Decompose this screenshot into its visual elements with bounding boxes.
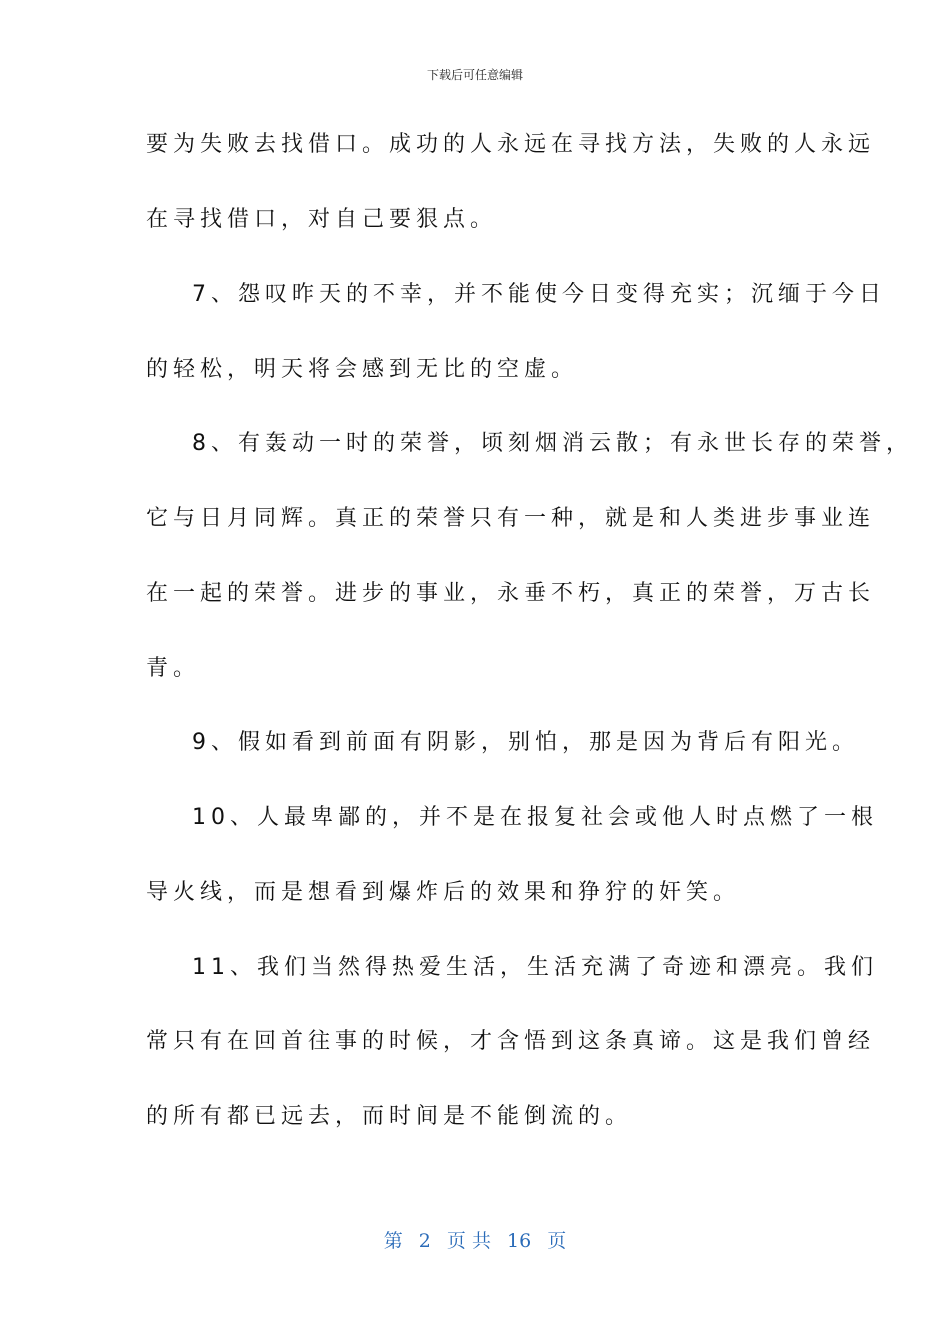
page-footer [0, 1226, 950, 1253]
footer-middle: 页 共 [446, 1230, 491, 1252]
paragraph-line: 导火线，而是想看到爆炸后的效果和狰狞的奸笑。 [146, 880, 741, 905]
paragraph-line: 8、有轰动一时的荣誉，顷刻烟消云散；有永世长存的荣誉， [192, 431, 913, 456]
paragraph-line: 7、怨叹昨天的不幸，并不能使今日变得充实；沉缅于今日 [192, 282, 886, 307]
paragraph-line: 常只有在回首往事的时候，才含悟到这条真谛。这是我们曾经 [146, 1029, 876, 1054]
paragraph-line: 青。 [146, 656, 201, 681]
footer-page-number: 2 [418, 1230, 431, 1252]
paragraph-line: 10、人最卑鄙的，并不是在报复社会或他人时点燃了一根 [192, 805, 878, 830]
footer-total-pages: 16 [507, 1230, 532, 1252]
paragraph-line: 它与日月同辉。真正的荣誉只有一种，就是和人类进步事业连 [146, 506, 876, 531]
paragraph-line: 9、假如看到前面有阴影，别怕，那是因为背后有阳光。 [192, 730, 859, 755]
footer-prefix: 第 [383, 1230, 403, 1252]
paragraph-line: 在一起的荣誉。进步的事业，永垂不朽，真正的荣誉，万古长 [146, 581, 876, 606]
footer-suffix: 页 [547, 1230, 567, 1252]
paragraph-line: 的轻松，明天将会感到无比的空虚。 [146, 357, 579, 382]
paragraph-line: 在寻找借口，对自己要狠点。 [146, 207, 498, 232]
paragraph-line: 要为失败去找借口。成功的人永远在寻找方法，失败的人永远 [146, 132, 876, 157]
paragraph-line: 的所有都已远去，而时间是不能倒流的。 [146, 1104, 633, 1129]
header-note: 下载后可任意编辑 [426, 68, 523, 82]
paragraph-line: 11、我们当然得热爱生活，生活充满了奇迹和漂亮。我们 [192, 955, 878, 980]
